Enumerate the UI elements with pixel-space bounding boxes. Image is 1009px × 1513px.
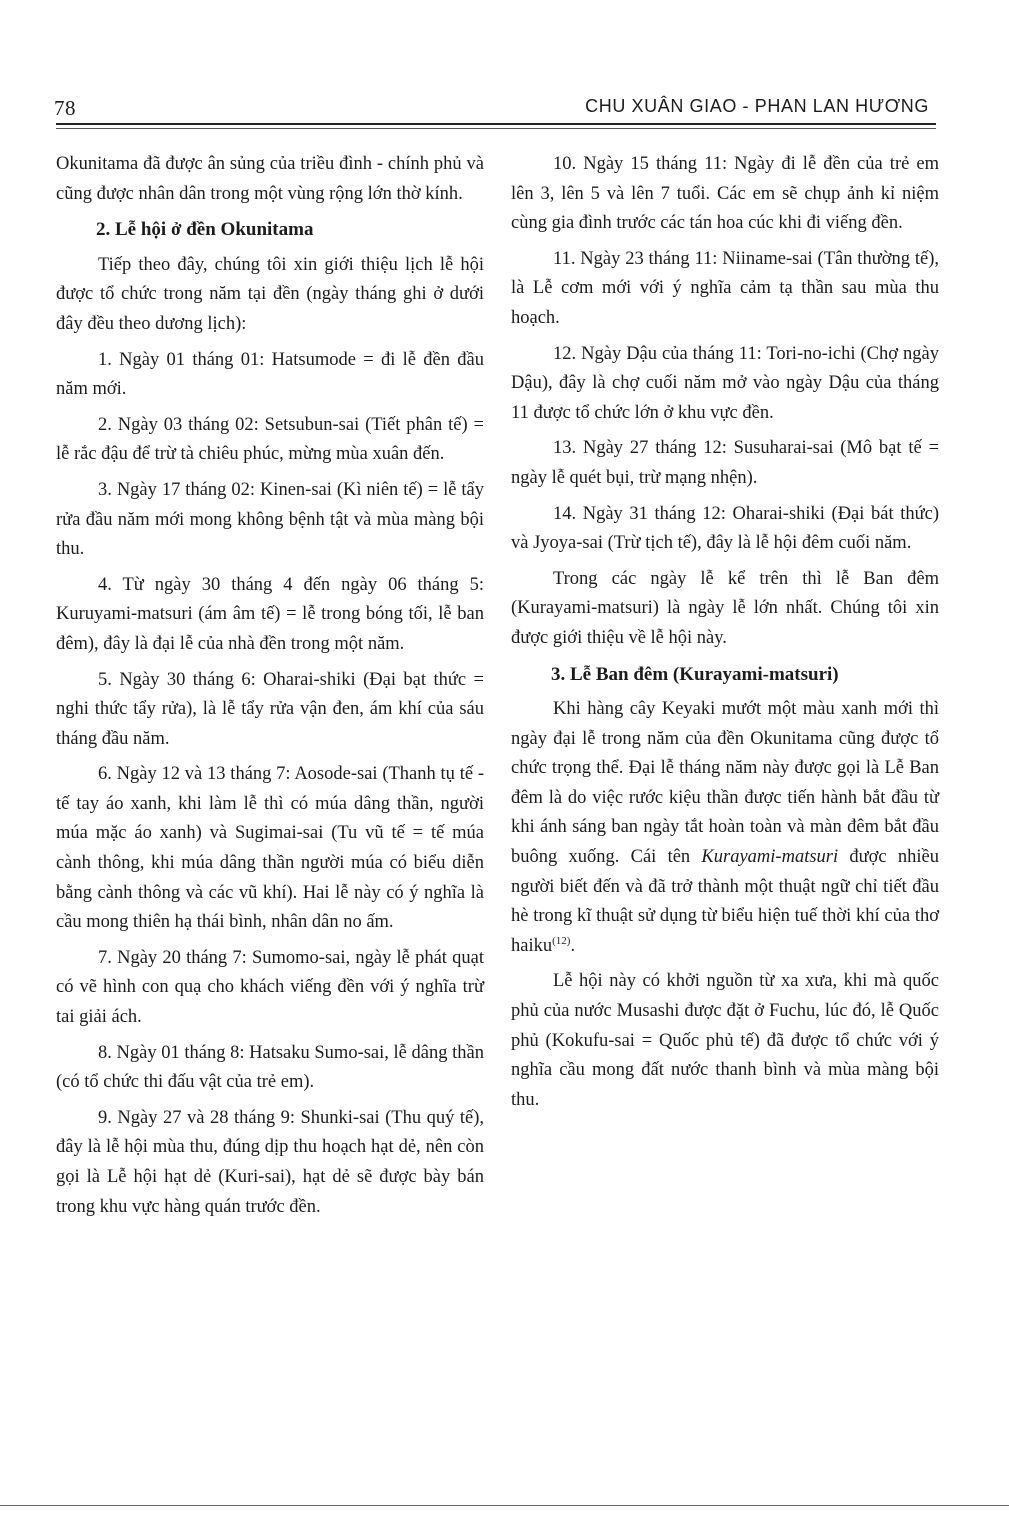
right-column <box>511 150 939 1121</box>
list-item: 6. Ngày 12 và 13 tháng 7: Aosode-sai (Thanh tụ tế - tế tay áo xanh, khi làm lễ thì có múa dâng thần, người múa mặc áo xanh) và Sugimai-sai (Tu vũ tế = tế múa cành thông, khi múa dâng thần người múa có biểu diễn bằng cành thông và các vũ khí). Hai lễ này có ý nghĩa là cầu mong thiên hạ thái bình, nhân dân no ấm. <box>56 764 484 933</box>
paragraph-continued: Okunitama đã được ân sủng của triều đình - chính phủ và cũng được nhân dân trong một vùng rộng lớn thờ kính. <box>56 154 484 204</box>
left-column <box>56 150 484 1228</box>
text-run: Khi hàng cây Keyaki mướt một màu xanh mới thì ngày đại lễ trong năm của đền Okunitama cũng được tổ chức trọng thể. Đại lễ tháng năm này được gọi là Lễ Ban đêm là do việc rước kiệu thần được tiến hành bắt đầu từ khi ánh sáng ban ngày tắt hoàn toàn và màn đêm bắt đầu buông xuống. Cái tên <box>511 699 939 868</box>
list-item: 14. Ngày 31 tháng 12: Oharai-shiki (Đại bát thức) và Jyoya-sai (Trừ tịch tế), đây là lễ hội đêm cuối năm. <box>511 503 939 554</box>
paragraph: Tiếp theo đây, chúng tôi xin giới thiệu lịch lễ hội được tổ chức trong năm tại đền (ngày tháng ghi ở dưới đây đều theo dương lịch): <box>56 254 484 334</box>
list-item: 13. Ngày 27 tháng 12: Susuharai-sai (Mô bạt tế = ngày lễ quét bụi, trừ mạng nhện). <box>511 438 939 488</box>
list-item: 8. Ngày 01 tháng 8: Hatsaku Sumo-sai, lễ dâng thần (có tổ chức thi đấu vật của trẻ em). <box>56 1042 484 1093</box>
list-item: 2. Ngày 03 tháng 02: Setsubun-sai (Tiết phân tế) = lễ rắc đậu để trừ tà chiêu phúc, mừng mùa xuân đến. <box>56 414 484 465</box>
italic-term: Kurayami-matsuri <box>701 847 839 868</box>
text-run: được nhiều người biết đến và đã trở thành một thuật ngữ chỉ tiết đầu hè trong kĩ thuật sử dụng từ biểu hiện tuế thời khí của thơ haiku <box>511 847 939 956</box>
list-item: 3. Ngày 17 tháng 02: Kinen-sai (Kì niên tế) = lễ tẩy rửa đầu năm mới mong không bệnh tật và mùa màng bội thu. <box>56 479 484 560</box>
list-item: 10. Ngày 15 tháng 11: Ngày đi lễ đền của trẻ em lên 3, lên 5 và lên 7 tuổi. Các em sẽ chụp ảnh kỉ niệm cùng gia đình trước các tán hoa cúc khi đi viếng đền. <box>511 154 939 234</box>
header-rule-thin <box>56 128 936 129</box>
bottom-rule <box>0 1505 1009 1506</box>
section-heading-3: 3. Lễ Ban đêm (Kurayami-matsuri) <box>551 663 839 685</box>
page-number: 78 <box>54 96 76 120</box>
list-item: 11. Ngày 23 tháng 11: Niiname-sai (Tân thường tế), là Lễ cơm mới với ý nghĩa cảm tạ thần sau mùa thu hoạch. <box>511 248 939 328</box>
paragraph: Lễ hội này có khởi nguồn từ xa xưa, khi mà quốc phủ của nước Musashi được đặt ở Fuchu, lúc đó, lễ Quốc phủ (Kokufu-sai = Quốc phủ tế) đã được tổ chức với ý nghĩa cầu mong đất nước thanh bình và mùa màng bội thu. <box>511 971 939 1110</box>
paragraph <box>511 695 939 961</box>
section-heading-2: 2. Lễ hội ở đền Okunitama <box>96 219 314 241</box>
list-item: 9. Ngày 27 và 28 tháng 9: Shunki-sai (Thu quý tế), đây là lễ hội mùa thu, đúng dịp thu hoạch hạt dẻ, nên còn gọi là Lễ hội hạt dẻ (Kuri-sai), hạt dẻ sẽ được bày bán trong khu vực hàng quán trước đền. <box>56 1107 484 1217</box>
list-item: 5. Ngày 30 tháng 6: Oharai-shiki (Đại bạt thức = nghi thức tẩy rửa), là lễ tẩy rửa vận đen, ám khí của sáu tháng đầu năm. <box>56 669 484 749</box>
list-item: 7. Ngày 20 tháng 7: Sumomo-sai, ngày lễ phát quạt có vẽ hình con quạ cho khách viếng đền với ý nghĩa trừ tai giải ách. <box>56 947 484 1028</box>
text-run: . <box>570 935 576 956</box>
list-item: 1. Ngày 01 tháng 01: Hatsumode = đi lễ đền đầu năm mới. <box>56 349 484 400</box>
paragraph: Trong các ngày lễ kể trên thì lễ Ban đêm (Kurayami-matsuri) là ngày lễ lớn nhất. Chúng tôi xin được giới thiệu về lễ hội này. <box>511 568 939 648</box>
list-item: 4. Từ ngày 30 tháng 4 đến ngày 06 tháng 5: Kuruyami-matsuri (ám âm tế) = lễ trong bóng tối, lễ ban đêm), đây là đại lễ của nhà đền trong một năm. <box>56 574 484 654</box>
footnote-marker[interactable]: (12) <box>552 934 571 947</box>
running-header: CHU XUÂN GIAO - PHAN LAN HƯƠNG <box>585 96 929 116</box>
list-item: 12. Ngày Dậu của tháng 11: Tori-no-ichi (Chợ ngày Dậu), đây là chợ cuối năm mở vào ngày Dậu của tháng 11 được tổ chức lớn ở khu vực đền. <box>511 343 939 423</box>
header-rule <box>56 123 936 125</box>
